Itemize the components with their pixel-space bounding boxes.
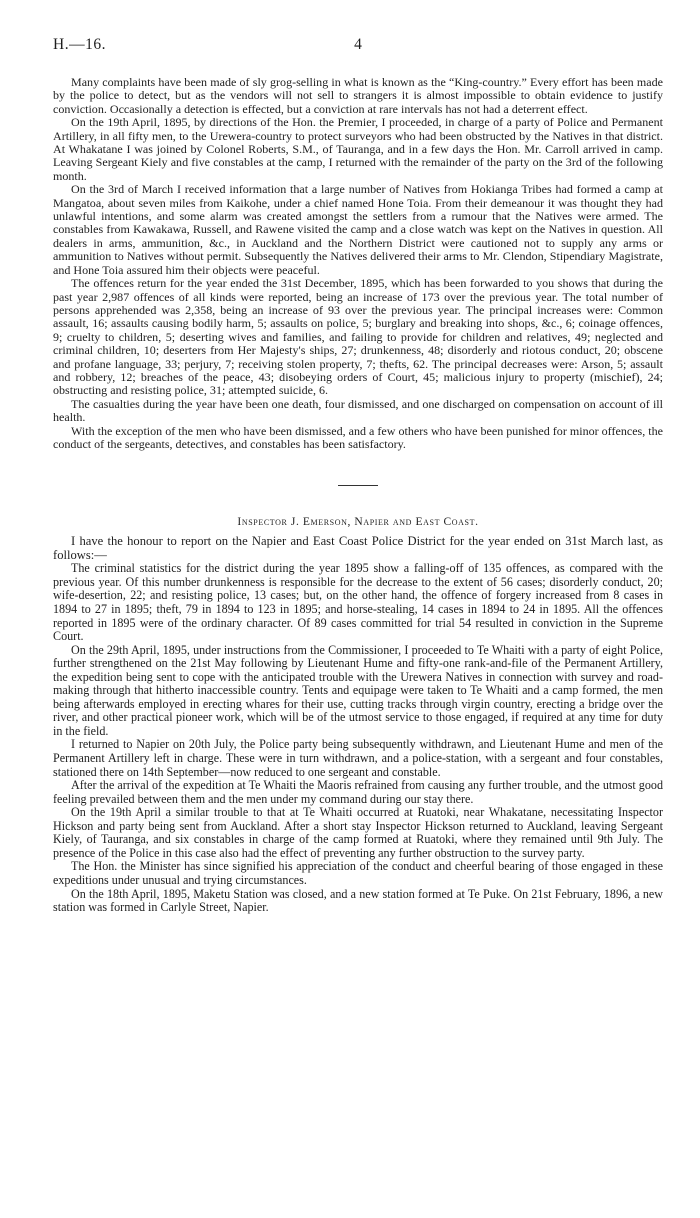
page-header — [53, 36, 663, 62]
paragraph-hokianga-natives: On the 3rd of March I received information that a large number of Natives from Hokianga Tribes had formed a camp at Mangatoa, about seven miles from Kaikohe, under a chief named Hone Toia. From their demeanour it was thought they had unlawful intentions, and some alarm was created amongst the settlers from a rumour that the Natives were armed. The constables from Kawakawa, Russell, and Rawene visited the camp and a close watch was kept on the Natives in question. All dealers in arms, ammunition, &c., in Auckland and the Northern District were cautioned not to supply any arms or ammunition to Natives without permit. Subsequently the Natives delivered their arms to Mr. Clendon, Stipendiary Magistrate, and Hone Toia assured him their objects were peaceful. — [53, 182, 663, 277]
paragraph-maoris-refrained: After the arrival of the expedition at Te Whaiti the Maoris refrained from causing any further trouble, and the utmost good feeling prevailed between them and the men under my command during our stay there. — [53, 778, 663, 806]
paragraph-ruatoki: On the 19th April a similar trouble to that at Te Whaiti occurred at Ruatoki, near Whakatane, necessitating Inspector Hickson and party being sent from Auckland. After a short stay Inspector Hickson returned to Auckland, leaving Sergeant Kiely, of Tauranga, and six constables in charge of the camp formed at Ruatoki, where they remained until 9th July. The presence of the Police in this case also had the effect of preventing any further obstruction to the survey party. — [53, 805, 663, 860]
paragraph-criminal-statistics: The criminal statistics for the district during the year 1895 show a falling-off of 135 offences, as compared with the previous year. Of this number drunkenness is responsible for the decrease to the extent of 56 cases; disorderly conduct, 20; wife-desertion, 22; and resisting police, 13 cases; but, on the other hand, the offence of forgery increased from 8 cases in 1894 to 27 in 1895; theft, 79 in 1894 to 123 in 1895; and horse-stealing, 14 cases in 1894 to 24 in 1895. All the offences reported in 1895 were of the ordinary character. Of 89 cases committed for trial 54 resulted in conviction in the Supreme Court. — [53, 561, 663, 644]
page-number: 4 — [354, 36, 362, 53]
paragraph-urewera-expedition: On the 19th April, 1895, by directions of the Hon. the Premier, I proceeded, in charge of a party of Police and Permanent Artillery, in all fifty men, to the Urewera-country to protect surveyors who had been obstructed by the Natives in that district. At Whakatane I was joined by Colonel Roberts, S.M., of Tauranga, and in a few days the Hon. Mr. Carroll arrived in camp. Leaving Sergeant Kiely and five constables at the camp, I returned with the remainder of the party on the 3rd of the following month. — [53, 115, 663, 183]
paragraph-te-whaiti-expedition: On the 29th April, 1895, under instructions from the Commissioner, I proceeded to Te Whaiti with a party of eight Police, further strengthened on the 21st May following by Lieutenant Hume and fifty-one rank-and-file of the Permanent Artillery, the expedition being sent to cope with the anticipated trouble with the Urewera Natives in connection with survey and road-making through that hitherto inaccessible country. Tents and equipage were taken to Te Whaiti and a camp formed, the men being afterwards employed in erecting whares for their use, cutting tracks through virgin country, erecting a bridge over the river, and other practical pioneer work, which will be of the utmost service to those engaged, if required at any time for duty in the field. — [53, 642, 663, 738]
paragraph-return-to-napier: I returned to Napier on 20th July, the Police party being subsequently withdrawn, and Lieutenant Hume and men of the Permanent Artillery left in charge. These were in turn withdrawn, and a police-station, with a sergeant and four constables, stationed there on 14th September—now reduced to one sergeant and constable. — [53, 737, 663, 779]
paragraph-report-intro: I have the honour to report on the Napier and East Coast Police District for the year ended on 31st March last, as follows:— — [53, 534, 663, 563]
napier-report-section — [53, 534, 663, 914]
section-divider — [338, 485, 378, 486]
document-page — [53, 36, 663, 915]
section-heading: Inspector J. Emerson, Napier and East Coast. — [237, 516, 479, 529]
paragraph-casualties: The casualties during the year have been one death, four dismissed, and one discharged on compensation on account of ill health. — [53, 396, 663, 425]
report-continuation-section — [53, 76, 663, 451]
paragraph-offences-return: The offences return for the year ended the 31st December, 1895, which has been forwarded to you shows that during the past year 2,987 offences of all kinds were reported, being an increase of 173 over the previous year. The total number of persons apprehended was 2,358, being an increase of 93 over the previous year. The principal increases were: Common assault, 16; assaults causing bodily harm, 5; assaults on police, 5; burglary and breaking into shops, &c., 6; coinage offences, 9; cruelty to children, 5; deserting wives and families, and failing to provide for children and relatives, 49; neglected and criminal children, 10; deserters from Her Majesty's ships, 27; drunkenness, 48; disorderly and riotous conduct, 20; obscene and profane language, 33; perjury, 7; receiving stolen property, 7; thefts, 62. The principal decreases were: Arson, 5; assault and robbery, 12; breaches of the peace, 43; disobeying orders of Court, 45; malicious injury to property (mischief), 24; obstructing and resisting police, 31; attempted suicide, 6. — [53, 276, 663, 398]
paragraph-minister-appreciation: The Hon. the Minister has since signified his appreciation of the conduct and cheerful bearing of those engaged in these expeditions under unusual and trying circumstances. — [53, 859, 663, 887]
paragraph-sly-grog-selling: Many complaints have been made of sly grog-selling in what is known as the “King-country.” Every effort has been made by the police to detect, but as the vendors will not sell to strangers it is almost impossible to obtain evidence to justify conviction. Occasionally a detection is effected, but a conviction at rare intervals has not had a deterrent effect. — [53, 75, 663, 116]
document-reference: H.—16. — [53, 36, 106, 53]
paragraph-new-stations: On the 18th April, 1895, Maketu Station was closed, and a new station formed at Te Puke. On 21st February, 1896, a new station was formed in Carlyle Street, Napier. — [53, 886, 663, 915]
paragraph-conduct: With the exception of the men who have been dismissed, and a few others who have been punished for minor offences, the conduct of the sergeants, detectives, and constables has been satisfactory. — [53, 423, 663, 451]
